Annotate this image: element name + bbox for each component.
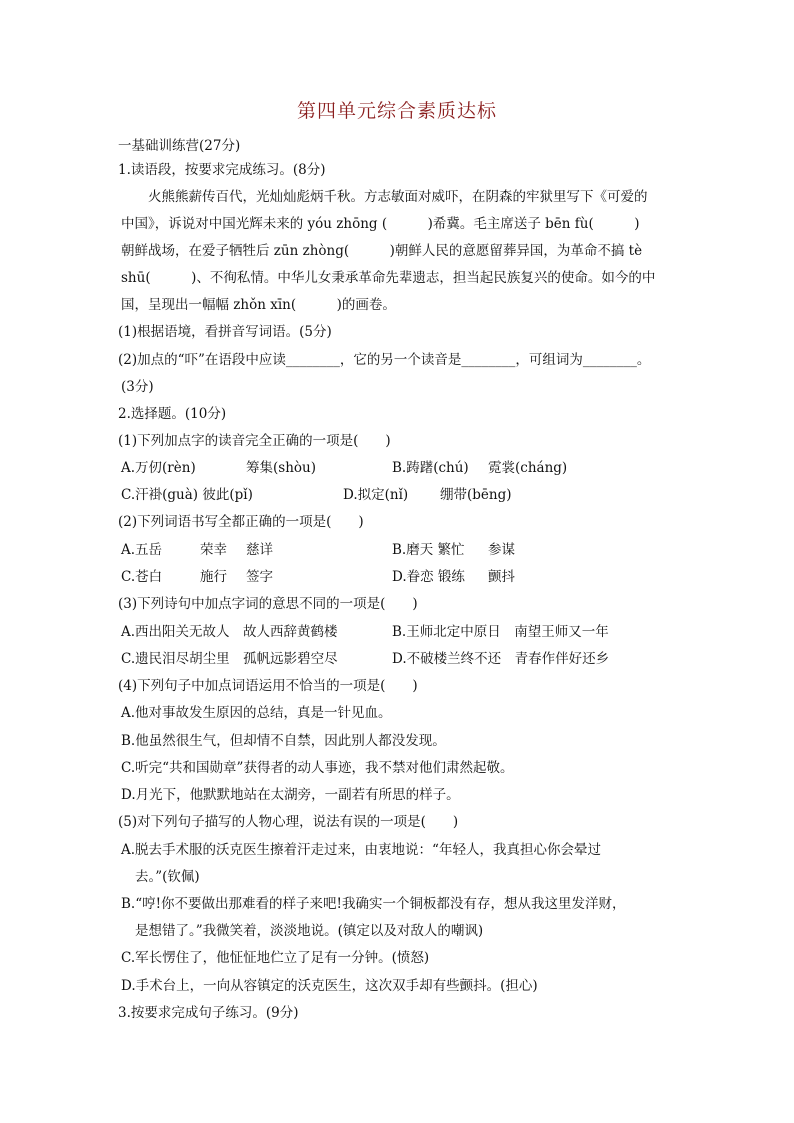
q2-3-option-d: D.不破楼兰终不还 青春作伴好还乡 [392,651,610,667]
passage-line-2: 中国》，诉说对中国光辉未来的 yóu zhōng ( )希冀。毛主席送子 bēn fù( ) [121,216,640,232]
q2-1-option-a: A.万仞(rèn) [121,460,196,476]
q2-2-stem: (2)下列词语书写全都正确的一项是( ) [118,514,364,530]
question-1-sub-1: (1)根据语境，看拼音写词语。(5分) [118,324,332,340]
q2-5-option-b-line2: 是想错了。”我微笑着，淡淡地说。(镇定以及对敌人的嘲讽) [135,923,484,939]
q2-4-option-b: B.他虽然很生气，但却情不自禁，因此别人都没发现。 [121,733,446,749]
q2-4-option-a: A.他对事故发生原因的总结，真是一针见血。 [121,705,392,721]
q2-2-option-c-word2: 施行 [200,569,227,585]
q2-1-option-b-word2: 霓裳(cháng) [488,460,568,476]
q2-2-option-d-word2: 颤抖 [488,569,515,585]
question-3-heading: 3.按要求完成句子练习。(9分) [118,1005,299,1021]
question-2-heading: 2.选择题。(10分) [118,406,227,422]
q2-2-option-a-word3: 慈详 [246,542,273,558]
q2-3-option-a: A.西出阳关无故人 故人西辞黄鹤楼 [121,624,338,640]
passage-line-4: shū( )、不徇私情。中华儿女秉承革命先辈遗志，担当起民族复兴的使命。如今的中 [121,270,656,286]
q2-5-stem: (5)对下列句子描写的人物心理，说法有误的一项是( ) [118,814,459,830]
passage-line-1: 火熊熊薪传百代，光灿灿彪炳千秋。方志敏面对威吓，在阴森的牢狱里写下《可爱的 [148,189,648,205]
question-1-sub-2: (2)加点的“吓”在语段中应读________，它的另一个读音是________，可组词为________。 [118,352,651,368]
q2-4-option-c: C.听完“共和国勋章”获得者的动人事迹，我不禁对他们肃然起敬。 [121,760,514,776]
passage-line-5: 国，呈现出一幅幅 zhǒn xīn( )的画卷。 [121,297,396,313]
q2-2-option-b: B.磨天 繁忙 [392,542,465,558]
q2-5-option-a-line2: 去。”(钦佩) [135,869,200,885]
q2-1-option-b: B.踌躇(chú) [392,460,469,476]
q2-5-option-d: D.手术台上，一向从容镇定的沃克医生，这次双手却有些颤抖。(担心) [121,978,538,994]
q2-2-option-c: C.苍白 [121,569,163,585]
q2-2-option-d: D.眷恋 锻练 [392,569,465,585]
q2-1-option-d-word2: 绷带(bēng) [440,487,512,503]
section-heading: 一基础训练营(27分) [118,138,241,154]
q2-1-stem: (1)下列加点字的读音完全正确的一项是( ) [118,433,391,449]
q2-5-option-a-line1: A.脱去手术服的沃克医生擦着汗走过来，由衷地说：“年轻人，我真担心你会晕过 [121,842,601,858]
q2-3-stem: (3)下列诗句中加点字词的意思不同的一项是( ) [118,596,418,612]
q2-4-option-d: D.月光下，他默默地站在太湖旁，一副若有所思的样子。 [121,787,460,803]
q2-2-option-b-word2: 参谋 [488,542,515,558]
passage-line-3: 朝鲜战场，在爱子牺牲后 zūn zhòng( )朝鲜人民的意愿留葬异国，为革命不搞 tè [121,243,643,259]
question-1-sub-2-score: (3分) [121,379,154,395]
q2-3-option-b: B.王师北定中原日 南望王师又一年 [392,624,609,640]
page-title: 第四单元综合素质达标 [296,100,497,122]
q2-2-option-a: A.五岳 [121,542,163,558]
q2-5-option-b-line1: B.“哼!你不要做出那难看的样子来吧!我确实一个铜板都没有存，想从我这里发洋财， [121,896,626,912]
question-1-heading: 1.读语段，按要求完成练习。(8分) [118,162,326,178]
q2-1-option-d: D.拟定(nǐ) [343,487,409,503]
q2-2-option-a-word2: 荣幸 [200,542,227,558]
q2-1-option-c: C.汗褂(guà) 彼此(pǐ) [121,487,253,503]
q2-2-option-c-word3: 签字 [246,569,273,585]
q2-3-option-c: C.遗民泪尽胡尘里 孤帆远影碧空尽 [121,651,338,667]
q2-5-option-c: C.军长愣住了，他怔怔地伫立了足有一分钟。(愤怒) [121,950,430,966]
q2-4-stem: (4)下列句子中加点词语运用不恰当的一项是( ) [118,678,418,694]
q2-1-option-a-word2: 筹集(shòu) [246,460,316,476]
